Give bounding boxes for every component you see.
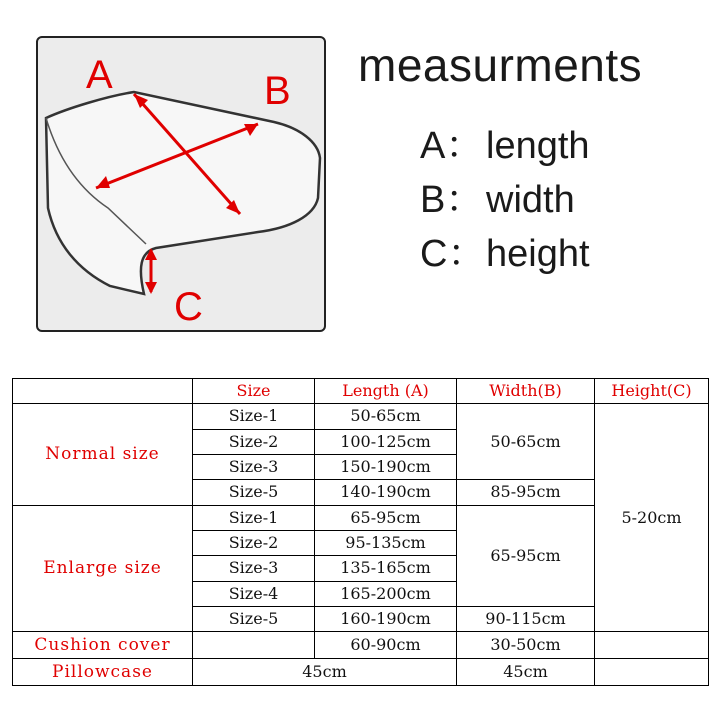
size-cell: Size-4 xyxy=(193,581,315,606)
legend-item-height xyxy=(420,222,590,277)
length-cell: 60-90cm xyxy=(315,632,457,659)
height-cell-empty xyxy=(595,659,709,686)
table-header-row xyxy=(13,379,709,404)
header-cell-size: Size xyxy=(193,379,315,404)
measurements-title: measurments xyxy=(358,39,643,91)
length-cell: 95-135cm xyxy=(315,530,457,555)
table-row xyxy=(13,659,709,686)
group-normal-size: Normal size xyxy=(13,404,193,505)
size-cell: Size-1 xyxy=(193,505,315,530)
height-cell-empty xyxy=(595,632,709,659)
width-cell: 90-115cm xyxy=(457,606,595,631)
label-a: A xyxy=(86,53,113,97)
header-cell-empty xyxy=(13,379,193,404)
width-cell: 30-50cm xyxy=(457,632,595,659)
width-cell: 45cm xyxy=(457,659,595,686)
legend-key: C： xyxy=(420,233,486,275)
size-cell: Size-3 xyxy=(193,556,315,581)
header-cell-height: Height(C) xyxy=(595,379,709,404)
size-table xyxy=(12,378,709,686)
table-row xyxy=(13,632,709,659)
length-cell: 100-125cm xyxy=(315,429,457,454)
header-cell-length: Length (A) xyxy=(315,379,457,404)
size-cell: Size-2 xyxy=(193,530,315,555)
size-cell xyxy=(193,632,315,659)
width-cell: 50-65cm xyxy=(457,404,595,480)
width-cell: 85-95cm xyxy=(457,480,595,505)
cushion-illustration xyxy=(38,38,326,332)
length-cell: 140-190cm xyxy=(315,480,457,505)
size-cell: Size-1 xyxy=(193,404,315,429)
label-c: C xyxy=(174,285,203,329)
size-cell: Size-2 xyxy=(193,429,315,454)
height-cell: 5-20cm xyxy=(595,404,709,632)
cushion-diagram xyxy=(36,36,326,332)
header-cell-width: Width(B) xyxy=(457,379,595,404)
label-b: B xyxy=(264,69,291,113)
group-cushion-cover: Cushion cover xyxy=(13,632,193,659)
length-cell: 165-200cm xyxy=(315,581,457,606)
length-cell: 135-165cm xyxy=(315,556,457,581)
size-cell: Size-5 xyxy=(193,606,315,631)
size-cell: Size-3 xyxy=(193,454,315,479)
legend-value: width xyxy=(486,179,575,221)
length-cell: 65-95cm xyxy=(315,505,457,530)
legend-item-length xyxy=(420,114,590,169)
legend-item-width xyxy=(420,168,575,223)
legend-key: A： xyxy=(420,125,484,167)
group-enlarge-size: Enlarge size xyxy=(13,505,193,632)
legend-key: B： xyxy=(420,179,484,221)
length-cell: 160-190cm xyxy=(315,606,457,631)
legend-value: length xyxy=(486,125,590,167)
length-cell: 50-65cm xyxy=(315,404,457,429)
length-cell: 45cm xyxy=(193,659,457,686)
size-cell: Size-5 xyxy=(193,480,315,505)
group-pillowcase: Pillowcase xyxy=(13,659,193,686)
arrow-c-head-bottom xyxy=(145,282,157,294)
cushion-shape xyxy=(46,92,320,294)
legend-value: height xyxy=(486,233,590,275)
table-row xyxy=(13,404,709,429)
length-cell: 150-190cm xyxy=(315,454,457,479)
width-cell: 65-95cm xyxy=(457,505,595,606)
